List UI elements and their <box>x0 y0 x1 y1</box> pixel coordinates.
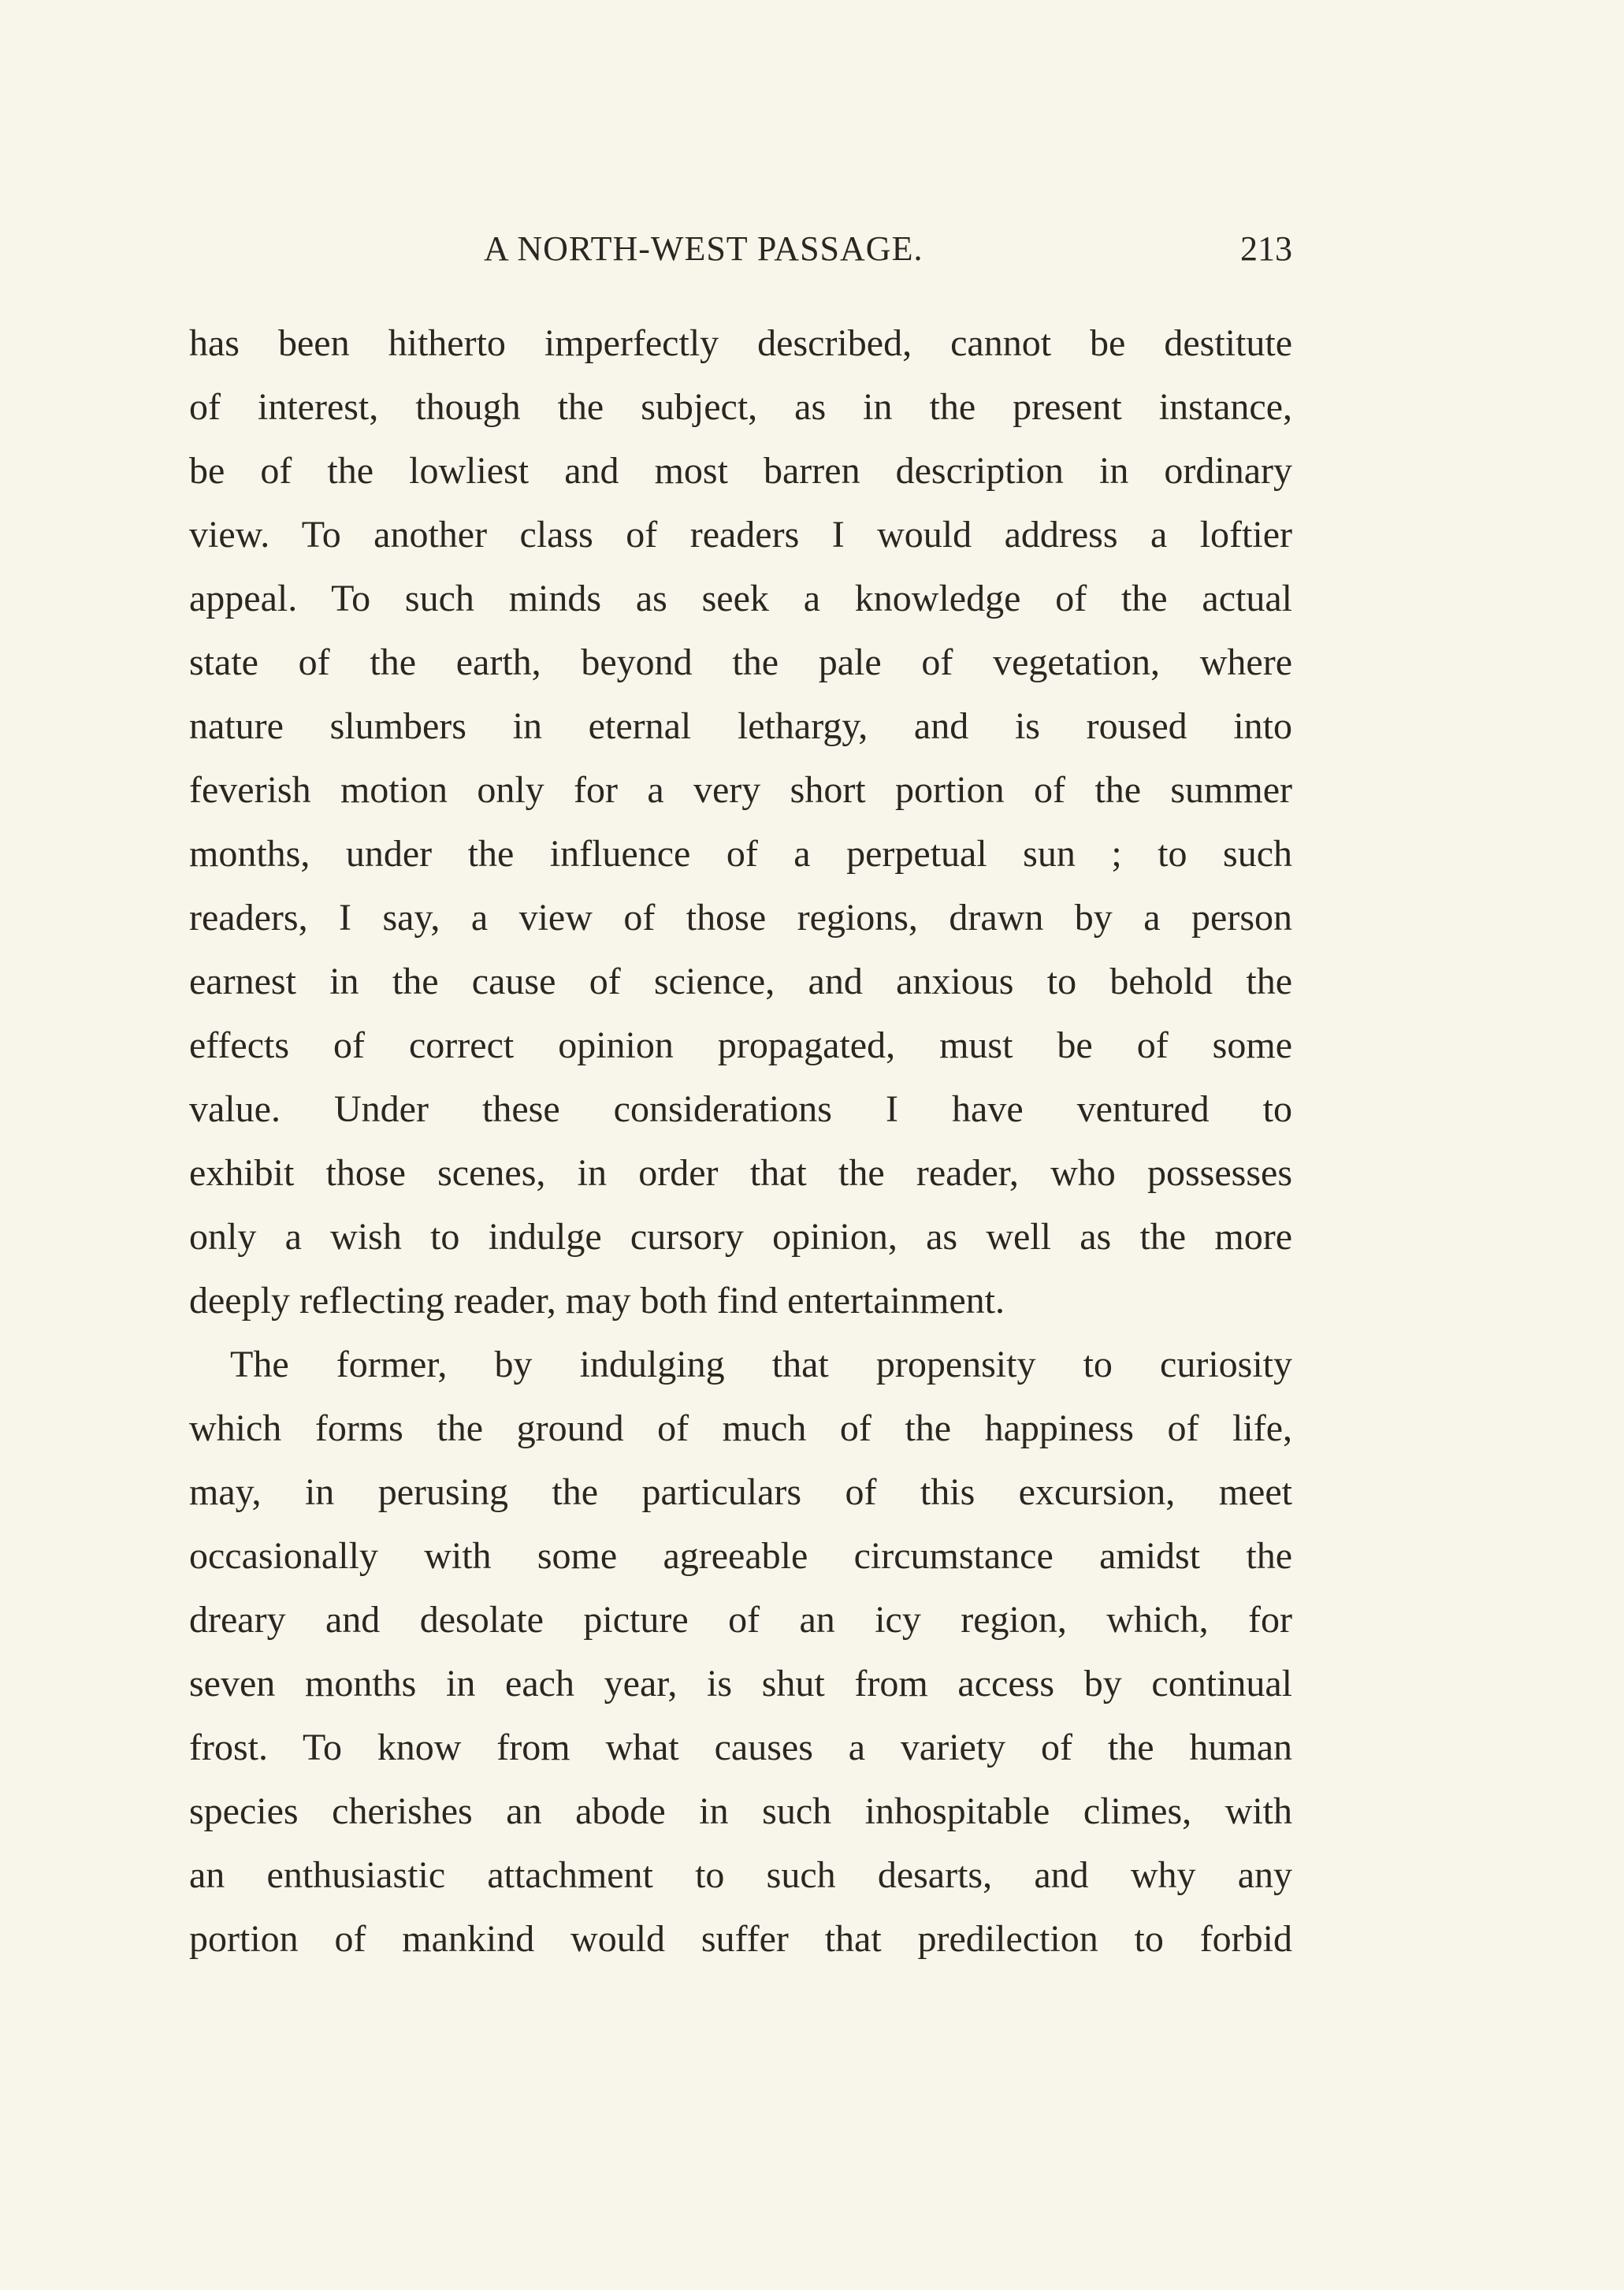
text-line: occasionally with some agreeable circumstance amidst the <box>189 1535 1292 1577</box>
text-line: portion of mankind would suffer that predilection to forbid <box>189 1918 1292 1960</box>
text-line: only a wish to indulge cursory opinion, as well as the more <box>189 1216 1292 1258</box>
text-line: be of the lowliest and most barren description in ordinary <box>189 450 1292 492</box>
text-line: state of the earth, beyond the pale of vegetation, where <box>189 641 1292 683</box>
text-line: months, under the influence of a perpetual sun ; to such <box>189 833 1292 875</box>
text-line: nature slumbers in eternal lethargy, and is roused into <box>189 705 1292 747</box>
page-number: 213 <box>1240 229 1292 268</box>
paragraph-first-line: The former, by indulging that propensity to curiosity <box>230 1344 1292 1385</box>
text-line: value. Under these considerations I have ventured to <box>189 1088 1292 1130</box>
text-line: seven months in each year, is shut from access by continual <box>189 1663 1292 1704</box>
text-line: which forms the ground of much of the happiness of life, <box>189 1407 1292 1449</box>
text-line: has been hitherto imperfectly described, cannot be destitute <box>189 322 1292 364</box>
running-head <box>189 229 1292 276</box>
text-line: may, in perusing the particulars of this excursion, meet <box>189 1471 1292 1513</box>
text-line: species cherishes an abode in such inhospitable climes, with <box>189 1790 1292 1832</box>
text-line: an enthusiastic attachment to such desarts, and why any <box>189 1854 1292 1896</box>
text-line: frost. To know from what causes a variety of the human <box>189 1727 1292 1768</box>
text-line: effects of correct opinion propagated, must be of some <box>189 1024 1292 1066</box>
text-line: deeply reflecting reader, may both find entertainment. <box>189 1280 1005 1322</box>
text-line: readers, I say, a view of those regions, drawn by a person <box>189 897 1292 939</box>
text-line: exhibit those scenes, in order that the reader, who possesses <box>189 1152 1292 1194</box>
text-line: appeal. To such minds as seek a knowledge of the actual <box>189 578 1292 619</box>
text-line: feverish motion only for a very short portion of the summer <box>189 769 1292 811</box>
text-line: earnest in the cause of science, and anxious to behold the <box>189 961 1292 1002</box>
text-line: view. To another class of readers I would address a loftier <box>189 514 1292 556</box>
body-text <box>189 311 1292 1971</box>
text-line: of interest, though the subject, as in the present instance, <box>189 386 1292 428</box>
running-title: A NORTH-WEST PASSAGE. <box>484 229 923 268</box>
text-line: dreary and desolate picture of an icy region, which, for <box>189 1599 1292 1641</box>
